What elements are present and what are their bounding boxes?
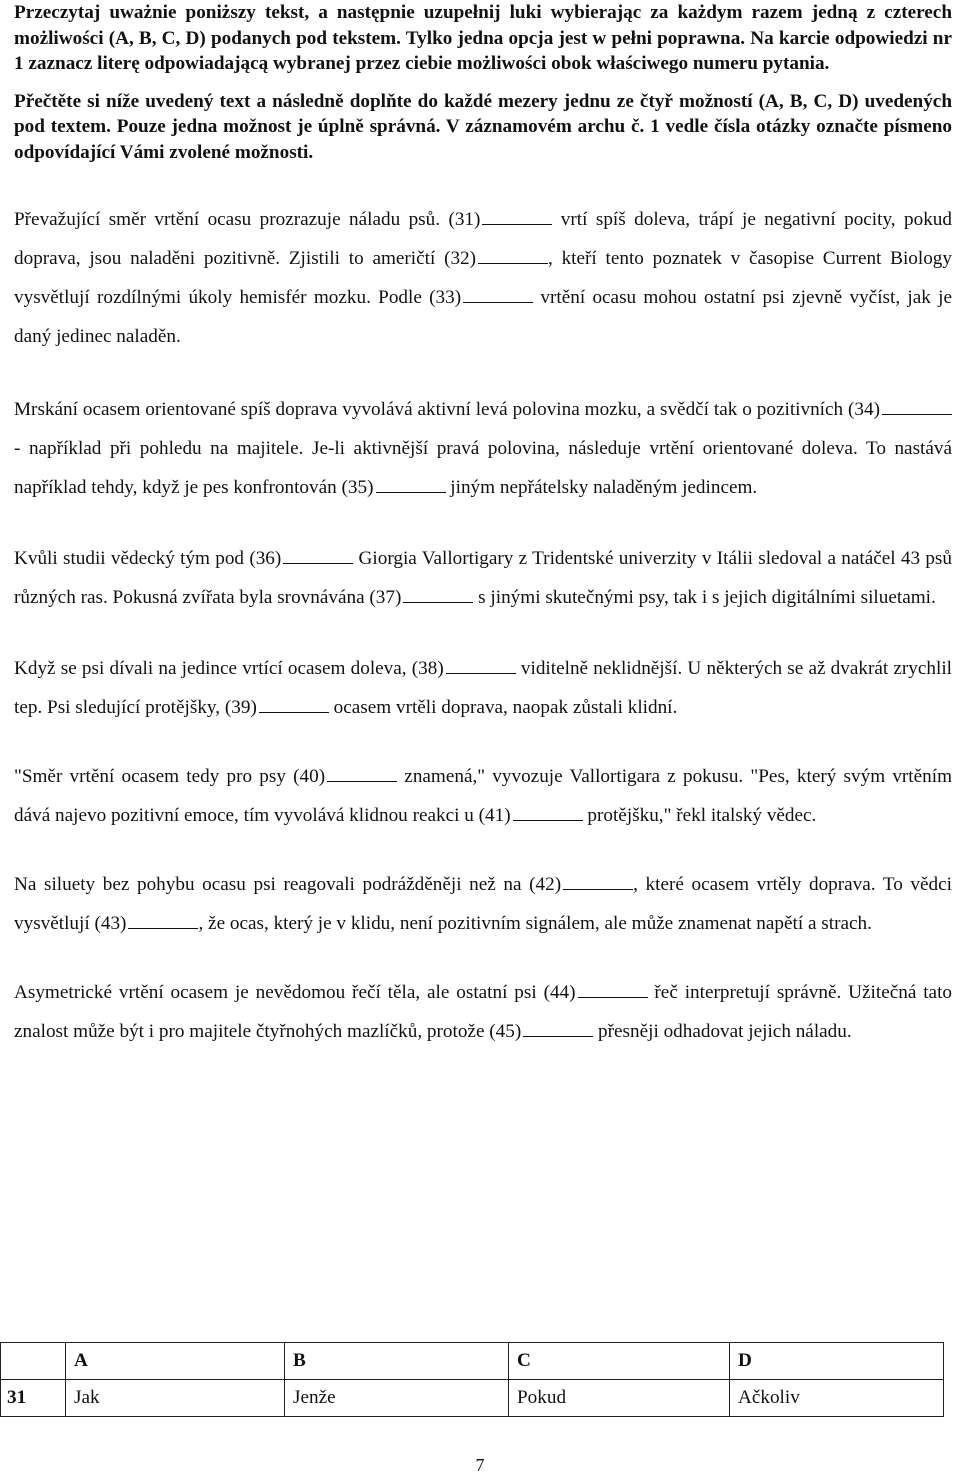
blank-line: [563, 888, 633, 890]
gap-blank: [342, 468, 446, 507]
option-d-cell: Ačkoliv: [730, 1380, 944, 1417]
text-segment: Asymetrické vrtění ocasem je nevědomou řečí těla, ale ostatní psi: [14, 982, 544, 1003]
paragraph-3: [14, 539, 952, 617]
gap-blank: [529, 865, 633, 904]
option-c-cell: Pokud: [509, 1380, 730, 1417]
blank-line: [283, 562, 353, 564]
gap-number: (43): [94, 913, 127, 934]
gap-number: (37): [369, 587, 402, 608]
gap-number: (36): [249, 548, 282, 569]
gap-number: (31): [448, 209, 481, 230]
blank-line: [578, 996, 648, 998]
paragraph-5: [14, 757, 952, 835]
gap-blank: [369, 578, 473, 617]
gap-number: (41): [478, 805, 511, 826]
blank-line: [513, 819, 583, 821]
text-segment: vrtění ocasu mohou ostatní psi zjevně vyčíst, jak je daný jedinec naladěn.: [14, 287, 952, 347]
text-segment: Na siluety bez pohybu ocasu psi reagovali podrážděněji než na: [14, 874, 530, 895]
question-number: 31: [1, 1380, 66, 1417]
paragraph-7: [14, 973, 952, 1051]
text-segment: viditelně neklidnější. U některých se až dvakrát zrychlil tep. Psi sledující protějšky,: [14, 658, 952, 718]
gap-blank: [544, 973, 648, 1012]
header-option-c: C: [509, 1343, 730, 1380]
header-option-a: A: [66, 1343, 285, 1380]
blank-line: [463, 301, 533, 303]
text-segment: Giorgia Vallortigary z Tridentské univerzity v Itálii sledoval a natáčel 43 psů různých ras. Pokusná zvířata byla srovnávána: [14, 548, 952, 608]
gap-number: (32): [444, 248, 477, 269]
text-segment: vrtí spíš doleva, trápí je negativní pocity, pokud doprava, jsou naladěni pozitivně. Zjistili to američtí: [14, 209, 952, 269]
gap-blank: [412, 649, 516, 688]
text-segment: , které ocasem vrtěly doprava. To vědci vysvětlují: [14, 874, 952, 934]
blank-line: [523, 1035, 593, 1037]
header-option-b: B: [285, 1343, 509, 1380]
text-segment: protějšku," řekl italský vědec.: [582, 805, 817, 826]
gap-number: (42): [529, 874, 562, 895]
blank-line: [128, 927, 198, 929]
answer-table-header-row: [1, 1343, 944, 1380]
gap-number: (44): [543, 982, 576, 1003]
gap-blank: [448, 200, 552, 239]
blank-line: [446, 672, 516, 674]
text-segment: Když se psi dívali na jedince vrtící ocasem doleva,: [14, 658, 412, 679]
blank-line: [403, 601, 473, 603]
blank-line: [478, 262, 548, 264]
gap-number: (35): [341, 477, 374, 498]
gap-blank: [479, 796, 583, 835]
gap-blank: [444, 239, 548, 278]
blank-line: [482, 223, 552, 225]
paragraph-2: [14, 390, 952, 507]
gap-blank: [293, 757, 397, 796]
text-segment: "Směr vrtění ocasem tedy pro psy: [14, 766, 294, 787]
gap-number: (33): [429, 287, 462, 308]
gap-blank: [429, 278, 533, 317]
text-segment: Mrskání ocasem orientované spíš doprava vyvolává aktivní levá polovina mozku, a svědčí tak o pozitivních: [14, 399, 849, 420]
gap-number: (38): [411, 658, 444, 679]
text-segment: Kvůli studii vědecký tým pod: [14, 548, 250, 569]
gap-number: (45): [489, 1021, 522, 1042]
gap-number: (34): [848, 399, 880, 420]
text-segment: Převažující směr vrtění ocasu prozrazuje náladu psů.: [14, 209, 449, 230]
answer-table-row: [1, 1380, 944, 1417]
option-a-cell: Jak: [66, 1380, 285, 1417]
answer-options-table: [0, 1342, 944, 1417]
text-segment: , že ocas, který je v klidu, není pozitivním signálem, ale může znamenat napětí a strach.: [198, 913, 872, 934]
text-segment: s jinými skutečnými psy, tak i s jejich digitálními siluetami.: [473, 587, 936, 608]
text-segment: znamená," vyvozuje Vallortigara z pokusu. "Pes, který svým vrtěním dává najevo pozitivní emoce, tím vyvolává klidnou reakci u: [14, 766, 953, 826]
paragraph-1: [14, 200, 952, 356]
text-segment: řeč interpretují správně. Užitečná tato znalost může být i pro majitele čtyřnohých mazlíčků, protože: [14, 982, 952, 1042]
page-number: 7: [475, 1455, 485, 1475]
text-segment: přesněji odhadovat jejich náladu.: [593, 1021, 852, 1042]
paragraph-4: [14, 649, 952, 727]
blank-line: [882, 413, 952, 415]
gap-number: (40): [293, 766, 326, 787]
header-empty-cell: [1, 1343, 66, 1380]
gap-blank: [225, 688, 329, 727]
header-option-d: D: [730, 1343, 944, 1380]
instructions-czech: Přečtěte si níže uvedený text a následně doplňte do každé mezery jednu ze čtyř možností (A, B, C, D) uvedených pod textem. Pouze jedna možnost je úplně správná. V záznamovém archu č. 1 vedle čísla otázky označte písmeno odpovídající Vámi zvolené možnosti.: [14, 90, 952, 163]
gap-blank: [249, 539, 353, 578]
text-segment: ocasem vrtěli doprava, naopak zůstali klidní.: [328, 697, 678, 718]
gap-blank: [489, 1012, 593, 1051]
text-segment: , kteří tento poznatek v časopise Current Biology vysvětlují rozdílnými úkoly hemisfér mozku. Podle: [14, 248, 952, 308]
option-b-cell: Jenže: [285, 1380, 509, 1417]
blank-line: [259, 711, 329, 713]
blank-line: [376, 491, 446, 493]
paragraph-6: [14, 865, 952, 943]
gap-number: (39): [224, 697, 257, 718]
text-segment: - například při pohledu na majitele. Je-li aktivnější pravá polovina, následuje vrtění orientované doleva. To nastává například tehdy, když je pes konfrontován: [14, 438, 952, 498]
text-segment: jiným nepřátelsky naladěným jedincem.: [445, 477, 758, 498]
gap-blank: [94, 904, 198, 943]
document-page: [14, 0, 952, 1051]
gap-blank: [848, 390, 952, 429]
instructions-polish: Przeczytaj uważnie poniższy tekst, a następnie uzupełnij luki wybierając za każdym razem jedną z czterech możliwości (A, B, C, D) podanych pod tekstem. Tylko jedna opcja jest w pełni poprawna. Na karcie odpowiedzi nr 1 zaznacz literę odpowiadającą wybranej przez ciebie możliwości obok właściwego numeru pytania.: [14, 2, 952, 74]
blank-line: [327, 780, 397, 782]
